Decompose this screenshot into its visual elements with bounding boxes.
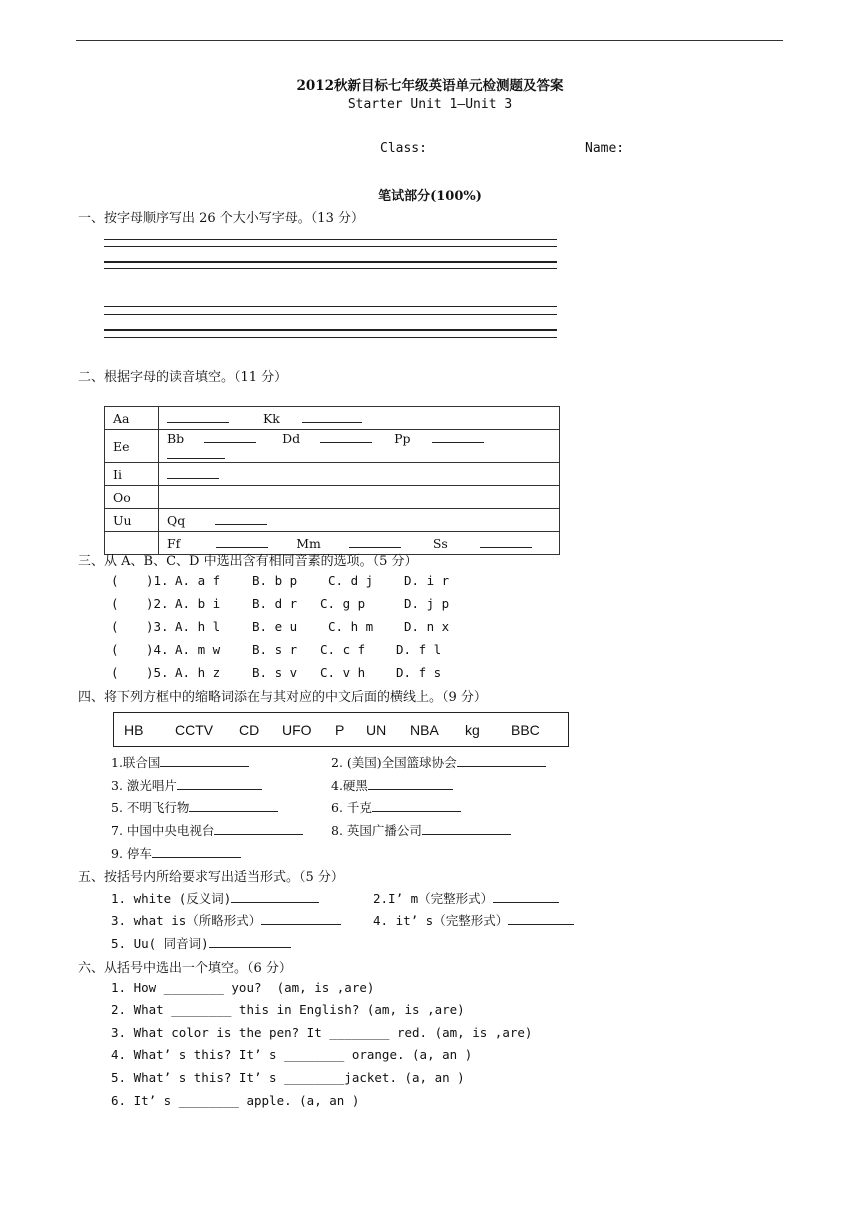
letters-cell: [159, 463, 560, 486]
abbrev-item: 2. (美国)全国篮球协会: [331, 755, 457, 770]
writing-line: [104, 261, 557, 263]
answer-blank[interactable]: [167, 410, 229, 423]
answer-blank[interactable]: [177, 777, 262, 790]
option-a: A. a f: [175, 573, 221, 588]
writing-line: [104, 268, 557, 269]
letters-cell: [159, 486, 560, 509]
abbreviation: UFO: [282, 722, 312, 738]
option-b: B. s r: [252, 642, 298, 657]
abbrev-item: 7. 中国中央电视台: [111, 823, 215, 838]
option-a: A. h z: [175, 665, 221, 680]
vowel-cell: Aa: [105, 407, 159, 430]
option-b: B. e u: [252, 619, 298, 634]
writing-line: [104, 246, 557, 247]
section-3-heading: 三、从 A、B、C、D 中选出含有相同音素的选项。（5 分）: [78, 554, 418, 569]
answer-blank[interactable]: [302, 410, 362, 423]
abbreviation: kg: [465, 722, 480, 738]
answer-blank[interactable]: [493, 890, 559, 903]
writing-line: [104, 337, 557, 338]
section-2-heading: 二、根据字母的读音填空。（11 分）: [78, 370, 288, 385]
letter: Ff: [167, 536, 181, 551]
answer-blank[interactable]: [204, 430, 256, 443]
answer-blank[interactable]: [457, 754, 546, 767]
option-b: B. b p: [252, 573, 298, 588]
option-d: D. f l: [396, 642, 442, 657]
abbreviation: UN: [366, 722, 387, 738]
answer-blank[interactable]: [432, 430, 484, 443]
question-paren: (: [111, 665, 119, 680]
option-c: C. g p: [320, 596, 366, 611]
table-row: [105, 430, 560, 463]
choice-item: 3. What color is the pen? It ________ red. (am, is ,are): [111, 1025, 533, 1040]
abbrev-item: 6. 千克: [331, 800, 372, 815]
option-d: D. i r: [404, 573, 450, 588]
vowel-cell: Ee: [105, 430, 159, 463]
option-b: B. s v: [252, 665, 298, 680]
abbreviation: BBC: [511, 722, 540, 738]
abbreviation: CCTV: [175, 722, 214, 738]
letter: Qq: [167, 513, 186, 528]
vowel-cell: Ii: [105, 463, 159, 486]
writing-line: [104, 329, 557, 331]
abbreviation: P: [335, 722, 345, 738]
class-label: Class:: [380, 141, 427, 156]
answer-blank[interactable]: [216, 535, 268, 548]
letter: Kk: [262, 411, 280, 426]
question-paren: (: [111, 619, 119, 634]
forms-item: 2.I’ m（完整形式）: [373, 891, 494, 906]
writing-line: [104, 314, 557, 315]
option-d: D. j p: [404, 596, 450, 611]
answer-blank[interactable]: [508, 912, 574, 925]
page-subtitle: Starter Unit 1—Unit 3: [347, 97, 513, 112]
table-row: [105, 486, 560, 509]
section-1-heading: 一、按字母顺序写出 26 个大小写字母。（13 分）: [78, 211, 364, 226]
letter: Pp: [394, 431, 411, 446]
option-a: A. h l: [175, 619, 221, 634]
question-number: )2.: [146, 596, 169, 611]
written-part-heading: 笔试部分(100%): [378, 189, 482, 204]
option-c: C. c f: [320, 642, 366, 657]
answer-blank[interactable]: [167, 466, 219, 479]
table-row: [105, 407, 560, 430]
answer-blank[interactable]: [320, 430, 372, 443]
abbrev-item: 1.联合国: [111, 755, 161, 770]
abbreviation: HB: [124, 722, 144, 738]
answer-blank[interactable]: [189, 799, 278, 812]
page-title: 2012秋新目标七年级英语单元检测题及答案: [296, 78, 564, 94]
letter: Mm: [296, 536, 321, 551]
answer-blank[interactable]: [167, 446, 225, 459]
answer-blank[interactable]: [214, 822, 303, 835]
question-number: )5.: [146, 665, 169, 680]
question-number: )4.: [146, 642, 169, 657]
forms-item: 3. what is（所略形式）: [111, 913, 262, 928]
letter-sound-table: [104, 406, 560, 555]
table-row: [105, 509, 560, 532]
answer-blank[interactable]: [160, 754, 249, 767]
abbrev-item: 5. 不明飞行物: [111, 800, 190, 815]
abbreviation-box: [113, 712, 569, 747]
section-5-heading: 五、按括号内所给要求写出适当形式。（5 分）: [78, 870, 344, 885]
answer-blank[interactable]: [231, 890, 319, 903]
abbreviation: NBA: [410, 722, 439, 738]
section-6-heading: 六、从括号中选出一个填空。（6 分）: [78, 961, 292, 976]
option-d: D. f s: [396, 665, 442, 680]
section-4-heading: 四、将下列方框中的缩略词添在与其对应的中文后面的横线上。（9 分）: [78, 690, 487, 705]
question-number: )3.: [146, 619, 169, 634]
choice-item: 4. What’ s this? It’ s ________ orange. (a, an ): [111, 1047, 473, 1062]
abbrev-item: 9. 停车: [111, 846, 152, 861]
writing-line: [104, 306, 557, 307]
choice-item: 2. What ________ this in English? (am, is ,are): [111, 1002, 465, 1017]
top-rule: [76, 40, 783, 41]
abbrev-item: 8. 英国广播公司: [331, 823, 422, 838]
answer-blank[interactable]: [368, 777, 453, 790]
vowel-cell: Oo: [105, 486, 159, 509]
answer-blank[interactable]: [422, 822, 511, 835]
letter: Bb: [167, 431, 185, 446]
option-d: D. n x: [404, 619, 450, 634]
answer-blank[interactable]: [152, 845, 241, 858]
abbreviation: CD: [239, 722, 260, 738]
question-paren: (: [111, 596, 119, 611]
table-row: [105, 463, 560, 486]
letter: Ss: [432, 536, 448, 551]
choice-item: 6. It’ s ________ apple. (a, an ): [111, 1093, 360, 1108]
choice-item: 1. How ________ you? (am, is ,are): [111, 980, 375, 995]
option-a: A. m w: [175, 642, 221, 657]
answer-blank[interactable]: [261, 912, 341, 925]
answer-blank[interactable]: [480, 535, 532, 548]
question-paren: (: [111, 573, 119, 588]
forms-item: 4. it’ s（完整形式）: [373, 913, 509, 928]
option-c: C. d j: [328, 573, 374, 588]
abbrev-item: 3. 激光唱片: [111, 778, 177, 793]
writing-line: [104, 239, 557, 240]
name-label: Name:: [585, 141, 625, 156]
answer-blank[interactable]: [215, 512, 267, 525]
option-b: B. d r: [252, 596, 298, 611]
answer-blank[interactable]: [209, 935, 291, 948]
answer-blank[interactable]: [349, 535, 401, 548]
option-a: A. b i: [175, 596, 221, 611]
option-c: C. h m: [328, 619, 374, 634]
choice-item: 5. What’ s this? It’ s ________jacket. (a, an ): [111, 1070, 465, 1085]
option-c: C. v h: [320, 665, 366, 680]
letters-cell: [159, 509, 560, 532]
answer-blank[interactable]: [372, 799, 461, 812]
vowel-cell: Uu: [105, 509, 159, 532]
abbrev-item: 4.硬黑: [331, 778, 368, 793]
forms-item: 5. Uu( 同音词): [111, 936, 209, 951]
question-paren: (: [111, 642, 119, 657]
letters-cell: [159, 407, 560, 430]
forms-item: 1. white (反义词): [111, 891, 232, 906]
letters-cell: [159, 430, 560, 463]
question-number: )1.: [146, 573, 169, 588]
letter: Dd: [282, 431, 301, 446]
